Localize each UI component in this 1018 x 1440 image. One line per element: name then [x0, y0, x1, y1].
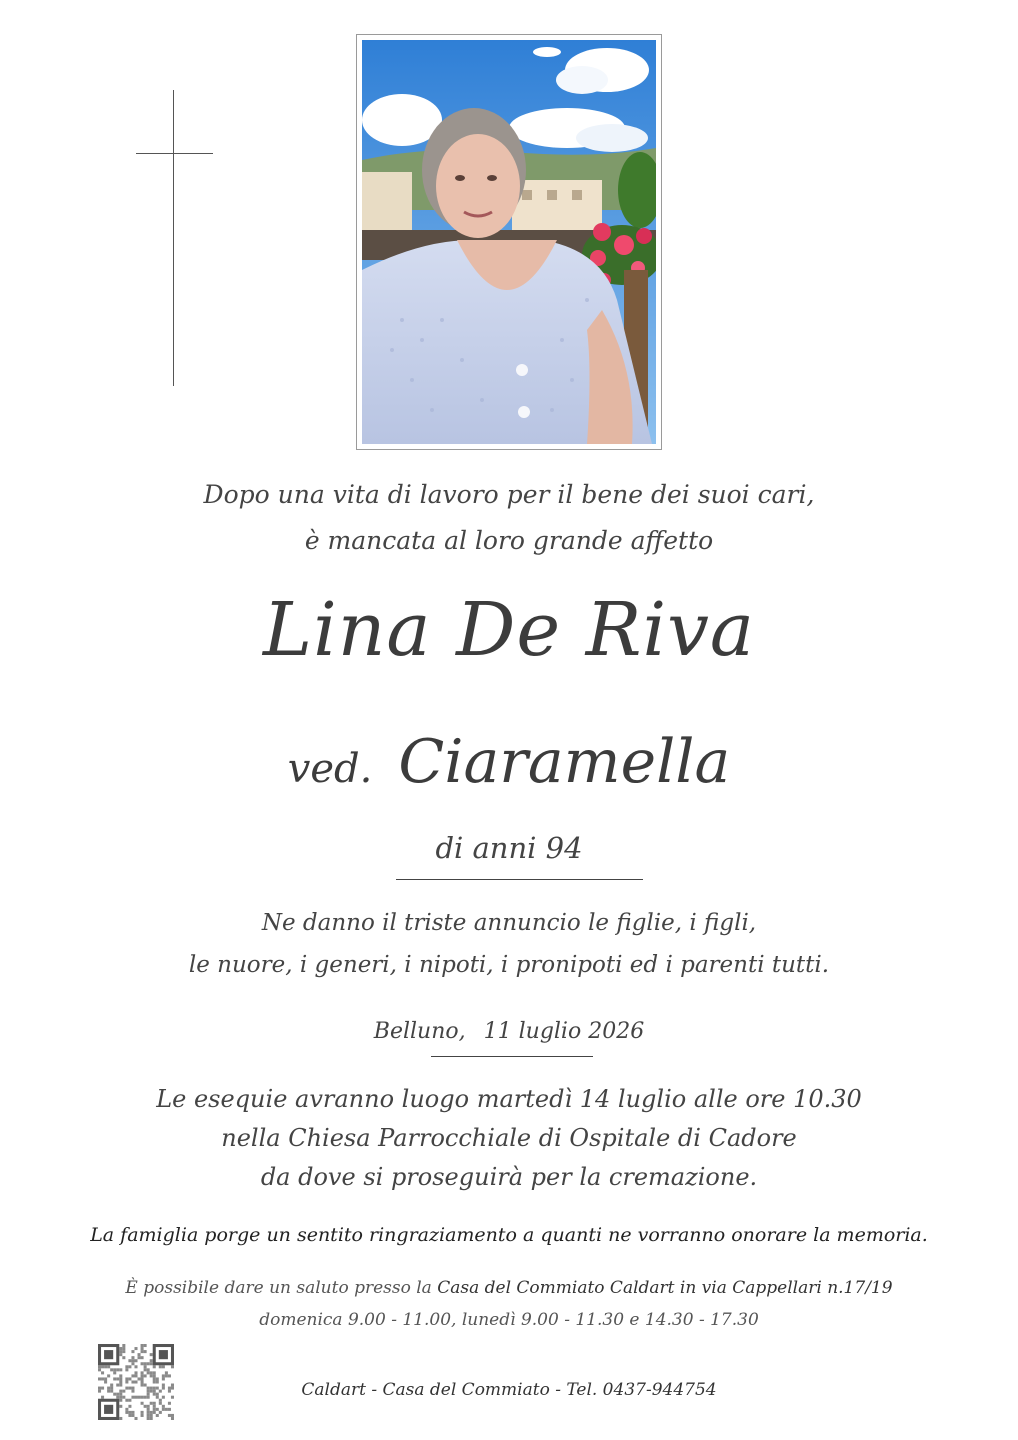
announcement-text [0, 902, 1018, 986]
thanks-text: La famiglia porge un sentito ringraziamento a quanti ne vorranno onorare la memoria. [90, 1224, 928, 1246]
intro-text [0, 472, 1018, 564]
married-name: Ciaramella [398, 727, 731, 797]
deceased-name: Lina De Riva [262, 587, 756, 673]
place: Belluno, [373, 1019, 466, 1044]
visitation-text [0, 1272, 1018, 1336]
portrait-photo-frame [356, 34, 662, 450]
cross-vertical-bar [173, 90, 174, 386]
announcement-line-1: Ne danno il triste annuncio le figlie, i figli, [261, 910, 757, 936]
visitation-hours: domenica 9.00 - 11.00, lunedì 9.00 - 11.30 e 14.30 - 17.30 [259, 1310, 759, 1330]
funeral-line-1: Le esequie avranno luogo martedì 14 luglio alle ore 10.30 [156, 1085, 862, 1113]
announcement-line-2: le nuore, i generi, i nipoti, i pronipoti ed i parenti tutti. [188, 952, 830, 978]
funeral-text [0, 1080, 1018, 1197]
intro-line-1: Dopo una vita di lavoro per il bene dei suoi cari, [203, 480, 815, 509]
visitation-prefix: È possibile dare un saluto presso la [125, 1278, 432, 1298]
footer-contact: Caldart - Casa del Commiato - Tel. 0437-944754 [301, 1380, 717, 1400]
place-date [0, 1012, 1018, 1052]
date: 11 luglio 2026 [483, 1019, 645, 1044]
age-divider [396, 879, 643, 880]
visitation-location: Casa del Commiato Caldart in via Cappellari n.17/19 [437, 1278, 893, 1298]
cross-horizontal-bar [136, 153, 213, 154]
age-text: di anni 94 [435, 831, 583, 865]
funeral-line-2: nella Chiesa Parrocchiale di Ospitale di Cadore [221, 1124, 797, 1152]
widow-line [0, 722, 1018, 817]
visitation-line-1 [0, 1272, 1018, 1304]
intro-line-2: è mancata al loro grande affetto [304, 526, 714, 555]
portrait-photo [362, 40, 656, 444]
widow-prefix: ved. [287, 746, 373, 792]
funeral-line-3: da dove si proseguirà per la cremazione. [260, 1163, 758, 1191]
date-divider [431, 1056, 593, 1057]
